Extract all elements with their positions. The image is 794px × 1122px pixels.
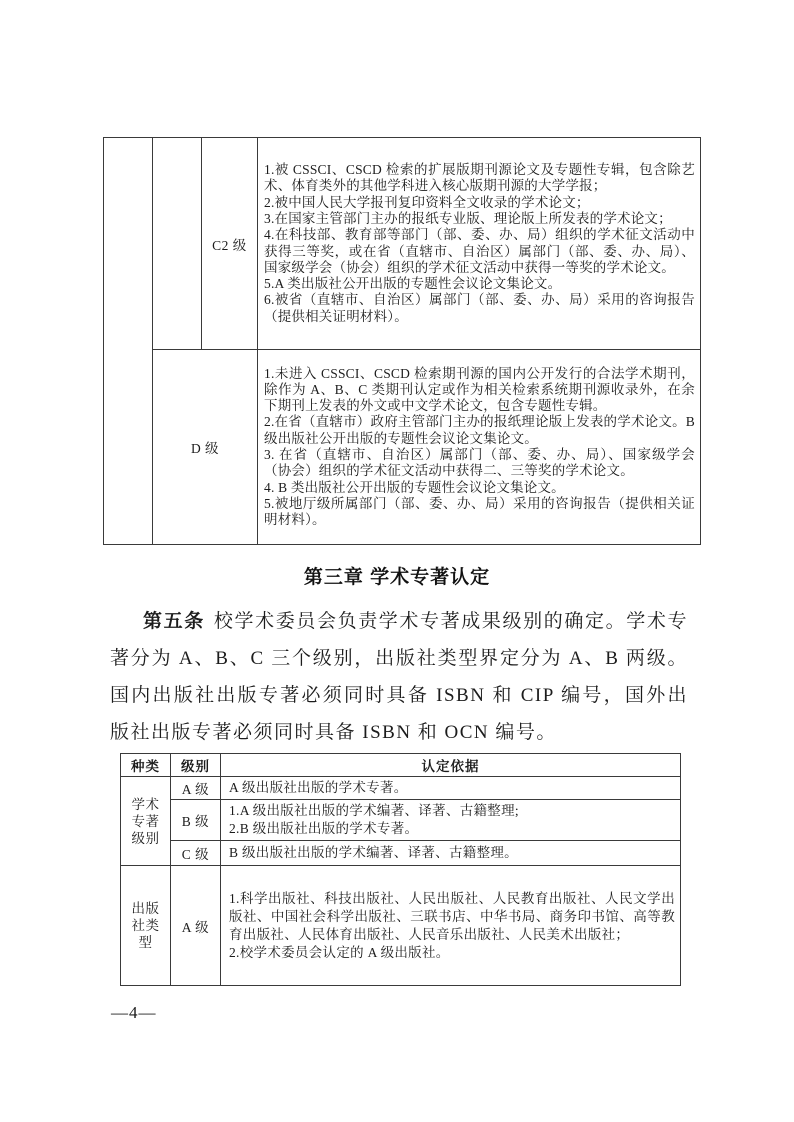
chapter-heading: 第三章 学术专著认定 bbox=[303, 567, 491, 588]
monograph-row-b bbox=[121, 800, 681, 841]
page-number: —4— bbox=[111, 1003, 157, 1022]
publisher-level-a: A 级 bbox=[171, 866, 221, 986]
criteria-item: 5.A 类出版社公开出版的专题性会议论文集论文。 bbox=[264, 276, 562, 292]
kind-monograph-level: 学术专著级别 bbox=[121, 777, 171, 866]
article-5-paragraph bbox=[110, 603, 688, 751]
monograph-basis-a bbox=[221, 777, 681, 800]
journal-criteria-d bbox=[258, 350, 701, 545]
journal-table-subcategory-cell bbox=[153, 138, 202, 350]
criteria-item: 2.在省（直辖市）政府主管部门主办的报纸理论版上发表的学术论文。B 级出版社公开出版的专题性会议论文集论文。 bbox=[264, 414, 695, 446]
basis-item: A 级出版社出版的学术专著。 bbox=[229, 780, 408, 795]
basis-item: 1.科学出版社、科技出版社、人民出版社、人民教育出版社、人民文学出版社、中国社会科学出版社、三联书店、中华书局、商务印书馆、高等教育出版社、人民体育出版社、人民音乐出版社、人民美术出版社； bbox=[229, 890, 675, 942]
monograph-table bbox=[120, 753, 681, 986]
criteria-item: 4.在科技部、教育部等部门（部、委、办、局）组织的学术征文活动中获得三等奖，或在省（直辖市、自治区）属部门（部、委、办、局）、国家级学会（协会）组织的学术征文活动中获得一等奖的学术论文。 bbox=[264, 227, 695, 275]
article-text: 校学术委员会负责学术专著成果级别的确定。学术专著分为 A、B、C 三个级别，出版社类型界定分为 A、B 两级。国内出版社出版专著必须同时具备 ISBN 和 CIP 编号，国外出版社出版专著必须同时具备 ISBN 和 OCN 编号。 bbox=[110, 611, 688, 743]
criteria-item: 1.未进入 CSSCI、CSCD 检索期刊源的国内公开发行的合法学术期刊，除作为 A、B、C 类期刊认定或作为相关检索系统期刊源收录外，在余下期刊上发表的外文或中文学术论文，包含专题性专辑。 bbox=[264, 365, 695, 414]
journal-level-label-d: D 级 bbox=[153, 350, 258, 545]
monograph-row-c bbox=[121, 841, 681, 866]
criteria-item: 3.在国家主管部门主办的报纸专业版、理论版上所发表的学术论文； bbox=[264, 210, 672, 226]
basis-item: 2.校学术委员会认定的 A 级出版社。 bbox=[229, 944, 450, 960]
criteria-item: 1.被 CSSCI、CSCD 检索的扩展版期刊源论文及专题性专辑，包含除艺术、体育类外的其他学科进入核心版期刊源的大学学报； bbox=[264, 162, 695, 194]
journal-table-category-cell bbox=[104, 138, 153, 545]
header-level: 级别 bbox=[171, 754, 221, 777]
article-number: 第五条 bbox=[143, 611, 205, 632]
monograph-level-c: C 级 bbox=[171, 841, 221, 866]
monograph-basis-c bbox=[221, 841, 681, 866]
monograph-level-b: B 级 bbox=[171, 800, 221, 841]
monograph-row-a bbox=[121, 777, 681, 800]
header-basis: 认定依据 bbox=[221, 754, 681, 777]
criteria-item: 6.被省（直辖市、自治区）属部门（部、委、办、局）采用的咨询报告（提供相关证明材料）。 bbox=[264, 292, 695, 324]
criteria-item: 2.被中国人民大学报刊复印资料全文收录的学术论文； bbox=[264, 194, 590, 210]
publisher-basis-a bbox=[221, 866, 681, 986]
journal-level-label-c2: C2 级 bbox=[202, 138, 258, 350]
header-kind: 种类 bbox=[121, 754, 171, 777]
publisher-type-row bbox=[121, 866, 681, 986]
criteria-item: 3. 在省（直辖市、自治区）属部门（部、委、办、局）、国家级学会（协会）组织的学术征文活动中获得二、三等奖的学术论文。 bbox=[264, 447, 695, 479]
journal-level-table bbox=[103, 137, 701, 545]
kind-publisher-type: 出版社类型 bbox=[121, 866, 171, 986]
monograph-level-a: A 级 bbox=[171, 777, 221, 800]
monograph-basis-b bbox=[221, 800, 681, 841]
criteria-item: 4. B 类出版社公开出版的专题性会议论文集论文。 bbox=[264, 479, 565, 495]
basis-item: B 级出版社出版的学术编著、译著、古籍整理。 bbox=[229, 845, 518, 860]
journal-level-row-d bbox=[104, 350, 701, 545]
criteria-item: 5.被地厅级所属部门（部、委、办、局）采用的咨询报告（提供相关证明材料）。 bbox=[264, 495, 695, 528]
monograph-table-header-row bbox=[121, 754, 681, 777]
basis-item: 1.A 级出版社出版的学术编著、译著、古籍整理; bbox=[229, 803, 519, 818]
basis-item: 2.B 级出版社出版的学术专著。 bbox=[229, 821, 419, 836]
journal-criteria-c2 bbox=[258, 138, 701, 350]
journal-level-row-c2 bbox=[104, 138, 701, 350]
